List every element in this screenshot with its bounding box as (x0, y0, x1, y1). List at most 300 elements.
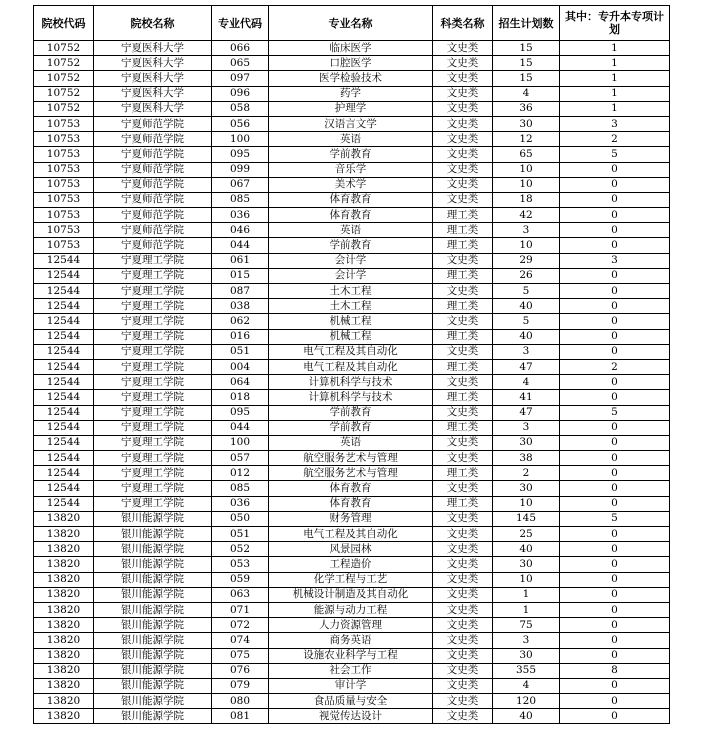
cell-major-name: 口腔医学 (269, 56, 433, 71)
header-plan-count: 招生计划数 (493, 6, 560, 41)
cell-special-plan: 0 (560, 587, 670, 602)
table-row (34, 648, 670, 663)
cell-plan-count: 1 (493, 602, 560, 617)
table-row (34, 177, 670, 192)
cell-special-plan: 0 (560, 451, 670, 466)
cell-plan-count: 3 (493, 344, 560, 359)
cell-category: 理工类 (433, 496, 493, 511)
cell-special-plan: 0 (560, 344, 670, 359)
cell-major-name: 化学工程与工艺 (269, 572, 433, 587)
cell-school-name: 宁夏理工学院 (94, 466, 212, 481)
table-row (34, 41, 670, 56)
cell-major-name: 会计学 (269, 253, 433, 268)
cell-major-code: 100 (212, 132, 269, 147)
cell-plan-count: 12 (493, 132, 560, 147)
cell-plan-count: 38 (493, 451, 560, 466)
table-row (34, 116, 670, 131)
cell-major-code: 036 (212, 496, 269, 511)
cell-school-code: 13820 (34, 618, 94, 633)
cell-school-name: 宁夏理工学院 (94, 359, 212, 374)
cell-plan-count: 5 (493, 284, 560, 299)
cell-category: 文史类 (433, 192, 493, 207)
cell-school-name: 宁夏理工学院 (94, 253, 212, 268)
cell-plan-count: 40 (493, 542, 560, 557)
cell-major-code: 096 (212, 86, 269, 101)
table-row (34, 192, 670, 207)
cell-school-code: 10753 (34, 132, 94, 147)
cell-category: 文史类 (433, 542, 493, 557)
cell-school-name: 宁夏理工学院 (94, 435, 212, 450)
header-category: 科类名称 (433, 6, 493, 41)
cell-major-code: 074 (212, 633, 269, 648)
cell-major-name: 人力资源管理 (269, 618, 433, 633)
cell-category: 理工类 (433, 359, 493, 374)
cell-category: 文史类 (433, 481, 493, 496)
cell-special-plan: 0 (560, 299, 670, 314)
cell-major-code: 004 (212, 359, 269, 374)
cell-category: 文史类 (433, 116, 493, 131)
cell-major-code: 071 (212, 602, 269, 617)
cell-plan-count: 18 (493, 192, 560, 207)
cell-category: 文史类 (433, 405, 493, 420)
table-row (34, 496, 670, 511)
cell-plan-count: 40 (493, 299, 560, 314)
cell-plan-count: 2 (493, 466, 560, 481)
cell-plan-count: 1 (493, 587, 560, 602)
cell-plan-count: 120 (493, 694, 560, 709)
cell-plan-count: 3 (493, 223, 560, 238)
cell-plan-count: 30 (493, 648, 560, 663)
cell-special-plan: 0 (560, 162, 670, 177)
header-special-plan: 其中：专升本专项计划 (560, 6, 670, 41)
cell-school-code: 10752 (34, 56, 94, 71)
cell-major-name: 体育教育 (269, 208, 433, 223)
cell-school-name: 宁夏师范学院 (94, 132, 212, 147)
cell-major-code: 058 (212, 101, 269, 116)
cell-category: 文史类 (433, 709, 493, 724)
cell-plan-count: 4 (493, 678, 560, 693)
header-major-name: 专业名称 (269, 6, 433, 41)
cell-special-plan: 0 (560, 648, 670, 663)
cell-category: 理工类 (433, 390, 493, 405)
cell-category: 理工类 (433, 466, 493, 481)
cell-school-code: 13820 (34, 633, 94, 648)
cell-school-code: 12544 (34, 481, 94, 496)
cell-school-code: 12544 (34, 405, 94, 420)
cell-plan-count: 65 (493, 147, 560, 162)
cell-school-name: 宁夏医科大学 (94, 41, 212, 56)
cell-major-code: 063 (212, 587, 269, 602)
cell-major-code: 052 (212, 542, 269, 557)
cell-school-name: 宁夏理工学院 (94, 390, 212, 405)
cell-school-code: 12544 (34, 344, 94, 359)
cell-plan-count: 29 (493, 253, 560, 268)
cell-special-plan: 3 (560, 116, 670, 131)
table-row (34, 238, 670, 253)
cell-category: 文史类 (433, 162, 493, 177)
cell-school-name: 宁夏理工学院 (94, 405, 212, 420)
cell-special-plan: 5 (560, 147, 670, 162)
cell-school-code: 13820 (34, 587, 94, 602)
table-row (34, 375, 670, 390)
cell-major-name: 英语 (269, 132, 433, 147)
cell-school-name: 银川能源学院 (94, 602, 212, 617)
table-row (34, 542, 670, 557)
header-school-name: 院校名称 (94, 6, 212, 41)
cell-school-name: 宁夏医科大学 (94, 71, 212, 86)
cell-major-code: 053 (212, 557, 269, 572)
cell-major-code: 067 (212, 177, 269, 192)
cell-major-code: 066 (212, 41, 269, 56)
cell-plan-count: 75 (493, 618, 560, 633)
table-row (34, 511, 670, 526)
cell-school-name: 宁夏师范学院 (94, 177, 212, 192)
cell-school-code: 13820 (34, 602, 94, 617)
enrollment-plan-table (33, 5, 670, 724)
cell-plan-count: 3 (493, 420, 560, 435)
table-row (34, 420, 670, 435)
cell-plan-count: 10 (493, 162, 560, 177)
cell-major-code: 057 (212, 451, 269, 466)
cell-major-code: 075 (212, 648, 269, 663)
cell-category: 理工类 (433, 268, 493, 283)
cell-special-plan: 8 (560, 663, 670, 678)
cell-major-name: 航空服务艺术与管理 (269, 466, 433, 481)
cell-major-name: 汉语言文学 (269, 116, 433, 131)
cell-category: 文史类 (433, 56, 493, 71)
cell-school-name: 银川能源学院 (94, 557, 212, 572)
cell-special-plan: 5 (560, 405, 670, 420)
cell-major-name: 药学 (269, 86, 433, 101)
cell-special-plan: 0 (560, 496, 670, 511)
table-row (34, 694, 670, 709)
cell-plan-count: 15 (493, 56, 560, 71)
cell-school-code: 12544 (34, 359, 94, 374)
cell-major-code: 036 (212, 208, 269, 223)
cell-school-name: 银川能源学院 (94, 542, 212, 557)
cell-special-plan: 0 (560, 223, 670, 238)
cell-plan-count: 4 (493, 86, 560, 101)
cell-special-plan: 0 (560, 709, 670, 724)
cell-plan-count: 145 (493, 511, 560, 526)
cell-category: 理工类 (433, 238, 493, 253)
table-row (34, 86, 670, 101)
cell-category: 文史类 (433, 557, 493, 572)
cell-major-code: 072 (212, 618, 269, 633)
cell-major-code: 050 (212, 511, 269, 526)
table-row (34, 435, 670, 450)
table-row (34, 527, 670, 542)
table-row (34, 56, 670, 71)
cell-special-plan: 1 (560, 101, 670, 116)
cell-category: 文史类 (433, 375, 493, 390)
cell-school-name: 银川能源学院 (94, 633, 212, 648)
cell-major-code: 038 (212, 299, 269, 314)
cell-special-plan: 1 (560, 56, 670, 71)
cell-school-name: 宁夏理工学院 (94, 329, 212, 344)
cell-major-code: 079 (212, 678, 269, 693)
table-row (34, 223, 670, 238)
cell-plan-count: 4 (493, 375, 560, 390)
table-row (34, 390, 670, 405)
cell-special-plan: 0 (560, 602, 670, 617)
cell-category: 文史类 (433, 147, 493, 162)
cell-special-plan: 5 (560, 511, 670, 526)
header-major-code: 专业代码 (212, 6, 269, 41)
cell-major-name: 财务管理 (269, 511, 433, 526)
cell-school-code: 12544 (34, 496, 94, 511)
cell-major-name: 医学检验技术 (269, 71, 433, 86)
cell-major-name: 英语 (269, 223, 433, 238)
cell-major-name: 学前教育 (269, 420, 433, 435)
table-row (34, 253, 670, 268)
cell-school-name: 宁夏理工学院 (94, 481, 212, 496)
cell-major-code: 012 (212, 466, 269, 481)
cell-school-code: 13820 (34, 709, 94, 724)
cell-category: 文史类 (433, 527, 493, 542)
cell-plan-count: 47 (493, 359, 560, 374)
cell-major-code: 056 (212, 116, 269, 131)
cell-school-name: 宁夏理工学院 (94, 344, 212, 359)
cell-major-code: 061 (212, 253, 269, 268)
cell-major-name: 电气工程及其自动化 (269, 359, 433, 374)
cell-major-name: 会计学 (269, 268, 433, 283)
table-row (34, 618, 670, 633)
cell-category: 文史类 (433, 451, 493, 466)
cell-major-name: 音乐学 (269, 162, 433, 177)
cell-school-code: 13820 (34, 542, 94, 557)
cell-school-code: 13820 (34, 511, 94, 526)
cell-school-name: 银川能源学院 (94, 694, 212, 709)
cell-major-name: 工程造价 (269, 557, 433, 572)
cell-school-name: 宁夏医科大学 (94, 101, 212, 116)
cell-special-plan: 0 (560, 466, 670, 481)
cell-major-code: 064 (212, 375, 269, 390)
cell-school-code: 12544 (34, 390, 94, 405)
cell-plan-count: 47 (493, 405, 560, 420)
cell-major-code: 015 (212, 268, 269, 283)
table-row (34, 71, 670, 86)
cell-school-name: 宁夏理工学院 (94, 496, 212, 511)
cell-major-code: 099 (212, 162, 269, 177)
cell-category: 文史类 (433, 344, 493, 359)
cell-plan-count: 40 (493, 329, 560, 344)
cell-school-name: 宁夏医科大学 (94, 86, 212, 101)
cell-major-code: 018 (212, 390, 269, 405)
cell-plan-count: 5 (493, 314, 560, 329)
cell-special-plan: 1 (560, 41, 670, 56)
cell-major-code: 085 (212, 192, 269, 207)
cell-school-code: 10753 (34, 208, 94, 223)
cell-school-code: 13820 (34, 557, 94, 572)
cell-category: 文史类 (433, 101, 493, 116)
cell-category: 文史类 (433, 253, 493, 268)
cell-plan-count: 10 (493, 177, 560, 192)
cell-category: 文史类 (433, 633, 493, 648)
cell-major-name: 能源与动力工程 (269, 602, 433, 617)
cell-special-plan: 0 (560, 268, 670, 283)
cell-school-name: 银川能源学院 (94, 663, 212, 678)
cell-major-name: 机械工程 (269, 314, 433, 329)
cell-school-name: 宁夏师范学院 (94, 147, 212, 162)
cell-special-plan: 0 (560, 542, 670, 557)
cell-major-name: 审计学 (269, 678, 433, 693)
cell-special-plan: 0 (560, 694, 670, 709)
cell-major-code: 095 (212, 147, 269, 162)
cell-major-name: 学前教育 (269, 405, 433, 420)
table-row (34, 101, 670, 116)
table-row (34, 587, 670, 602)
cell-plan-count: 26 (493, 268, 560, 283)
table-row (34, 314, 670, 329)
cell-major-code: 044 (212, 238, 269, 253)
cell-major-name: 学前教育 (269, 147, 433, 162)
cell-school-name: 宁夏师范学院 (94, 116, 212, 131)
cell-school-code: 12544 (34, 451, 94, 466)
table-header-row (34, 6, 670, 41)
cell-school-code: 12544 (34, 435, 94, 450)
cell-category: 文史类 (433, 284, 493, 299)
cell-category: 文史类 (433, 663, 493, 678)
table-row (34, 405, 670, 420)
cell-school-name: 宁夏理工学院 (94, 420, 212, 435)
table-body (34, 41, 670, 724)
cell-special-plan: 1 (560, 86, 670, 101)
table-row (34, 329, 670, 344)
cell-category: 文史类 (433, 71, 493, 86)
cell-school-code: 12544 (34, 284, 94, 299)
cell-special-plan: 0 (560, 314, 670, 329)
cell-major-name: 机械设计制造及其自动化 (269, 587, 433, 602)
cell-major-code: 085 (212, 481, 269, 496)
cell-category: 理工类 (433, 208, 493, 223)
cell-category: 文史类 (433, 177, 493, 192)
cell-major-code: 065 (212, 56, 269, 71)
cell-school-name: 银川能源学院 (94, 572, 212, 587)
cell-school-code: 12544 (34, 314, 94, 329)
cell-major-code: 087 (212, 284, 269, 299)
cell-school-name: 银川能源学院 (94, 618, 212, 633)
cell-school-code: 10752 (34, 41, 94, 56)
cell-major-name: 机械工程 (269, 329, 433, 344)
cell-plan-count: 41 (493, 390, 560, 405)
cell-plan-count: 355 (493, 663, 560, 678)
cell-school-code: 10753 (34, 116, 94, 131)
table-row (34, 299, 670, 314)
cell-plan-count: 30 (493, 557, 560, 572)
cell-plan-count: 30 (493, 116, 560, 131)
cell-major-name: 社会工作 (269, 663, 433, 678)
table-row (34, 132, 670, 147)
cell-school-name: 银川能源学院 (94, 709, 212, 724)
cell-major-name: 食品质量与安全 (269, 694, 433, 709)
cell-category: 理工类 (433, 223, 493, 238)
cell-special-plan: 0 (560, 633, 670, 648)
cell-school-code: 10753 (34, 238, 94, 253)
cell-school-code: 10753 (34, 162, 94, 177)
cell-major-name: 土木工程 (269, 284, 433, 299)
cell-special-plan: 0 (560, 192, 670, 207)
cell-special-plan: 0 (560, 557, 670, 572)
cell-category: 理工类 (433, 329, 493, 344)
cell-plan-count: 10 (493, 496, 560, 511)
cell-school-name: 宁夏医科大学 (94, 56, 212, 71)
cell-category: 理工类 (433, 299, 493, 314)
cell-major-name: 风景园林 (269, 542, 433, 557)
table-row (34, 572, 670, 587)
cell-major-code: 097 (212, 71, 269, 86)
cell-special-plan: 2 (560, 359, 670, 374)
cell-major-name: 临床医学 (269, 41, 433, 56)
table-row (34, 451, 670, 466)
cell-major-name: 土木工程 (269, 299, 433, 314)
table-row (34, 481, 670, 496)
table-row (34, 466, 670, 481)
cell-category: 文史类 (433, 648, 493, 663)
cell-special-plan: 0 (560, 329, 670, 344)
table-row (34, 557, 670, 572)
cell-major-code: 080 (212, 694, 269, 709)
cell-special-plan: 0 (560, 678, 670, 693)
cell-major-name: 视觉传达设计 (269, 709, 433, 724)
cell-school-code: 10753 (34, 192, 94, 207)
cell-school-name: 银川能源学院 (94, 587, 212, 602)
cell-plan-count: 3 (493, 633, 560, 648)
cell-plan-count: 15 (493, 41, 560, 56)
cell-school-name: 银川能源学院 (94, 511, 212, 526)
cell-category: 文史类 (433, 618, 493, 633)
cell-special-plan: 0 (560, 375, 670, 390)
cell-plan-count: 25 (493, 527, 560, 542)
cell-special-plan: 0 (560, 208, 670, 223)
table-row (34, 359, 670, 374)
cell-school-name: 银川能源学院 (94, 648, 212, 663)
table-row (34, 162, 670, 177)
cell-school-name: 宁夏师范学院 (94, 208, 212, 223)
cell-school-code: 10753 (34, 177, 94, 192)
cell-category: 文史类 (433, 132, 493, 147)
cell-plan-count: 42 (493, 208, 560, 223)
cell-school-name: 宁夏师范学院 (94, 192, 212, 207)
cell-category: 文史类 (433, 86, 493, 101)
cell-major-name: 体育教育 (269, 481, 433, 496)
cell-school-code: 12544 (34, 329, 94, 344)
cell-special-plan: 0 (560, 435, 670, 450)
cell-major-name: 设施农业科学与工程 (269, 648, 433, 663)
cell-school-name: 银川能源学院 (94, 678, 212, 693)
table-row (34, 602, 670, 617)
cell-category: 文史类 (433, 572, 493, 587)
cell-school-code: 12544 (34, 299, 94, 314)
cell-school-code: 13820 (34, 648, 94, 663)
cell-category: 文史类 (433, 694, 493, 709)
cell-major-code: 095 (212, 405, 269, 420)
cell-major-code: 081 (212, 709, 269, 724)
table-row (34, 208, 670, 223)
cell-school-name: 宁夏理工学院 (94, 375, 212, 390)
cell-major-code: 051 (212, 344, 269, 359)
cell-school-name: 银川能源学院 (94, 527, 212, 542)
cell-school-code: 10753 (34, 147, 94, 162)
cell-special-plan: 0 (560, 481, 670, 496)
cell-plan-count: 40 (493, 709, 560, 724)
cell-school-code: 10752 (34, 101, 94, 116)
cell-major-code: 051 (212, 527, 269, 542)
header-school-code: 院校代码 (34, 6, 94, 41)
cell-school-name: 宁夏理工学院 (94, 451, 212, 466)
cell-school-code: 12544 (34, 375, 94, 390)
cell-major-code: 059 (212, 572, 269, 587)
